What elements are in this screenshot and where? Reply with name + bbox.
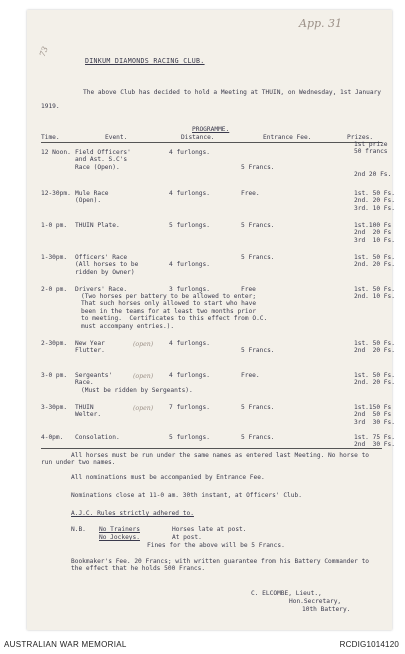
nb-key-trainers: No Trainers <box>99 526 140 533</box>
race-prizes: 1st. 50 Fs. 2nd. 10 Fs. <box>354 286 395 301</box>
race-fee: 5 Francs. <box>241 347 275 355</box>
handwritten-open-annotation: (open) <box>133 341 154 348</box>
handwritten-open-annotation: (open) <box>133 373 154 380</box>
document-title: DINKUM DIAMONDS RACING CLUB. <box>85 57 205 65</box>
race-fee: 5 Francs. <box>241 163 275 171</box>
race-time: 3-0 pm. <box>41 372 68 379</box>
rule-ajc: A.J.C. Rules strictly adhered to. <box>71 510 194 517</box>
document-page <box>27 10 395 630</box>
race-prizes: 1st.150 Fs 2nd 50 Fs 3rd 30 Fs. <box>354 404 395 426</box>
handwritten-page-number: 73 <box>37 45 50 58</box>
race-time: 3-30pm. <box>41 404 68 411</box>
race-prizes: 1st. 75 Fs. 2nd 30 Fs. <box>354 434 395 449</box>
programme-heading: PROGRAMME. <box>192 126 230 133</box>
race-fee: 5 Francs. <box>241 434 275 441</box>
race-distance: 4 furlongs. <box>169 149 210 156</box>
signature-name: C. ELCOMBE, Lieut., <box>251 590 322 597</box>
nb-key-jockeys: No Jockeys. <box>99 534 140 541</box>
race-fee: 5 Francs. <box>241 254 275 261</box>
race-fee: 5 Francs. <box>241 404 275 411</box>
sergeants-race-note: (Must be ridden by Sergeants). <box>81 387 193 394</box>
race-prizes: 1st. 50 Fs. 2nd. 20 Fs. 3rd. 10 Fs. <box>354 190 395 212</box>
race-event: Sergeants' Race. <box>75 372 113 387</box>
race-time: 12 Noon. <box>41 149 71 156</box>
signature-role: Hon.Secretary, <box>289 598 342 605</box>
drivers-race-note: (Two horses per battery to be allowed to enter; That such horses only allowed to start who have been in the teams for at least two months prior to meeting. Certificates to this effect from O.C. must accompany entries.). <box>81 293 268 330</box>
race-event: Mule Race (Open). <box>75 190 109 205</box>
race-event: Field Officers' and Ast. S.C's Race (Open). <box>75 149 131 171</box>
rule-same-names: All horses must be run under the same names as entered last Meeting. No horse to run under two names. <box>41 452 370 467</box>
handwritten-open-annotation: (open) <box>133 405 154 412</box>
race-time: 1-30pm. <box>41 254 68 261</box>
race-distance: 5 furlongs. <box>169 222 210 229</box>
race-time: 1-0 pm. <box>41 222 68 229</box>
race-prizes: 1st. 50 Fs. 2nd. 20 Fs. <box>354 372 395 387</box>
race-time: 12-30pm. <box>41 190 71 197</box>
nb-label: N.B. <box>71 526 86 533</box>
race-time: 2-0 pm. <box>41 286 68 293</box>
intro-paragraph: The above Club has decided to hold a Meeting at THUIN, on Wednesday, 1st January 1919. <box>41 89 382 110</box>
race-prizes: 1st.100 Fs 2nd 20 Fs 3rd 10 Fs. <box>354 222 395 244</box>
archive-footer <box>0 636 405 654</box>
race-distance: 4 furlongs. <box>169 340 210 347</box>
race-prizes: 1st. 50 Fs. 2nd. 20 Fs. <box>354 254 395 269</box>
col-prizes: Prizes. <box>347 134 374 141</box>
table-bottom-rule <box>41 448 382 449</box>
race-fee: 5 Francs. <box>241 222 275 229</box>
nb-fine: Fines for the above will be 5 Francs. <box>147 542 285 549</box>
race-event: THUIN Welter. <box>75 404 102 419</box>
race-fee: Free <box>241 286 256 293</box>
nb-text-jockeys: At post. <box>172 534 202 541</box>
race-prizes: 1st prize 50 francs 2nd 20 Fs. <box>354 141 392 178</box>
col-event: Event. <box>105 134 128 141</box>
race-event: Consolation. <box>75 434 120 441</box>
race-distance: 4 furlongs. <box>169 261 210 269</box>
race-event: Drivers' Race. <box>75 286 128 293</box>
footer-institution: AUSTRALIAN WAR MEMORIAL <box>4 640 127 649</box>
col-distance: Distance. <box>181 134 215 141</box>
race-prizes: 1st. 50 Fs. 2nd 20 Fs. <box>354 340 395 355</box>
rule-nominations-close: Nominations close at 11-0 am. 30th instant, at Officers' Club. <box>71 492 302 499</box>
nb-text-trainers: Horses late at post. <box>172 526 247 533</box>
footer-reference-id: RCDIG1014120 <box>339 640 399 649</box>
race-time: 2-30pm. <box>41 340 68 347</box>
race-fee: Free. <box>241 190 260 197</box>
race-distance: 4 furlongs. <box>169 190 210 197</box>
race-event: New Year Flutter. <box>75 340 105 355</box>
race-distance: 4 furlongs. <box>169 372 210 379</box>
race-event: Officers' Race (All horses to be ridden by Owner) <box>75 254 139 276</box>
race-distance: 3 furlongs. <box>169 286 210 293</box>
header-rule <box>41 142 382 143</box>
race-distance: 5 furlongs. <box>169 434 210 441</box>
handwritten-appendix-ref: App. 31 <box>299 17 343 30</box>
race-event: THUIN Plate. <box>75 222 120 229</box>
col-entrance-fee: Entrance Fee. <box>263 134 312 141</box>
rule-entrance-fee: All nominations must be accompanied by Entrance Fee. <box>71 474 265 481</box>
bookmakers-fee: Bookmaker's Fee. 20 Francs; with written guarantee from his Battery Commander to the effect that he holds 500 Francs. <box>71 558 370 573</box>
signature-unit: 10th Battery. <box>302 606 351 613</box>
race-distance: 7 furlongs. <box>169 404 210 411</box>
race-time: 4-0pm. <box>41 434 64 441</box>
col-time: Time. <box>41 134 60 141</box>
race-fee: Free. <box>241 372 260 379</box>
